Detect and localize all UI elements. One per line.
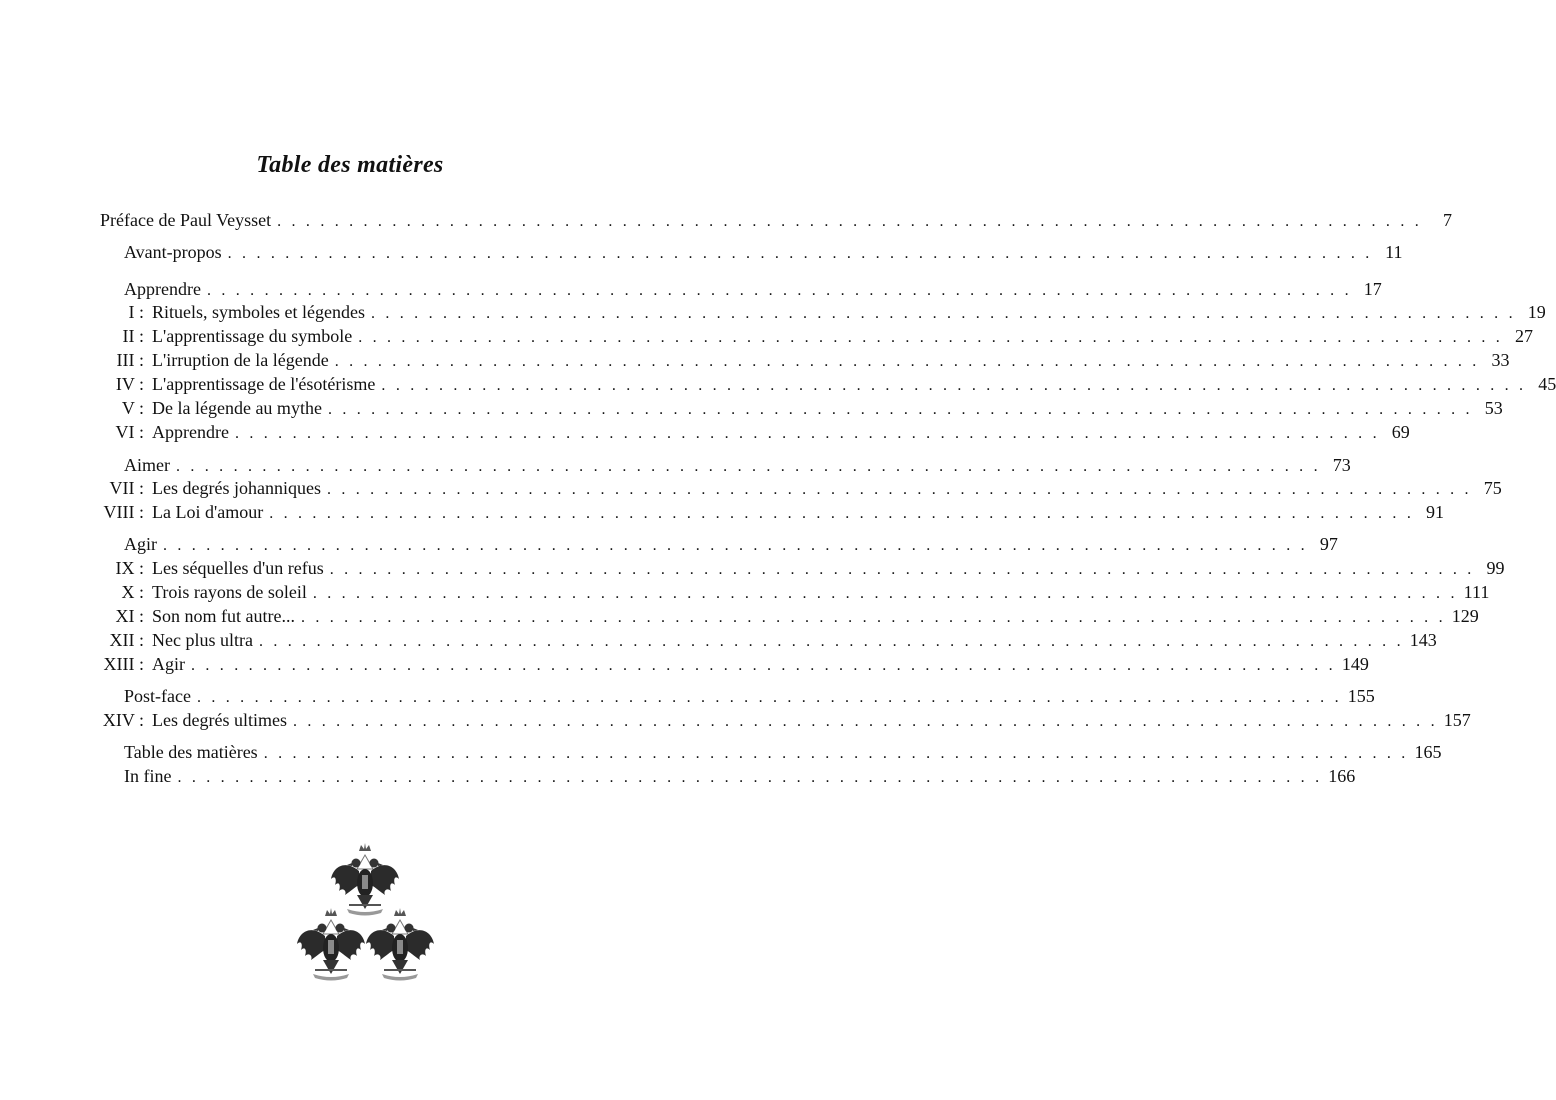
dot-leader: . . . . . . . . . . . . . . . . . . . . . . . . . . . . . . . . . . . . . . . . . . . . . . . . . . . . . . . . . . . . . . . . . . . . . . . . . . . . . . . .	[370, 305, 1516, 322]
toc-entry-number: XI :	[115, 606, 144, 626]
toc-entry-number: IX :	[115, 558, 144, 578]
toc-entry-page: 97	[1319, 534, 1338, 554]
toc-entry	[90, 628, 1437, 652]
toc-entry-title: Les degrés johanniques	[152, 478, 321, 498]
toc-entry	[90, 500, 1445, 524]
dot-leader: . . . . . . . . . . . . . . . . . . . . . . . . . . . . . . . . . . . . . . . . . . . . . . . . . . . . . . . . . . . . . . . . . . . . . . . . . . . . . . . .	[327, 401, 1473, 418]
dot-leader: . . . . . . . . . . . . . . . . . . . . . . . . . . . . . . . . . . . . . . . . . . . . . . . . . . . . . . . . . . . . . . . . . . . . . . . . . . . . . . . .	[227, 245, 1373, 262]
toc-entry-page: 69	[1391, 422, 1410, 442]
toc-entry-page: 111	[1463, 582, 1490, 602]
toc-entry-page: 75	[1483, 478, 1502, 498]
toc-entry	[90, 556, 1505, 580]
toc-entry-title: Trois rayons de soleil	[152, 582, 307, 602]
toc-entry-page: 53	[1484, 398, 1503, 418]
toc-entry	[124, 684, 1375, 708]
toc-entry	[90, 372, 1556, 396]
toc-entry-title: Les séquelles d'un refus	[152, 558, 324, 578]
toc-entry-page: 7	[1442, 210, 1452, 230]
dot-leader: . . . . . . . . . . . . . . . . . . . . . . . . . . . . . . . . . . . . . . . . . . . . . . . . . . . . . . . . . . . . . . . . . . . . . . . . . . . . . . . .	[277, 213, 1422, 230]
toc-entry	[90, 348, 1510, 372]
toc-entry-page: 73	[1332, 455, 1351, 475]
toc-entry-page: 155	[1347, 686, 1375, 706]
toc-entry	[124, 453, 1351, 477]
toc-entry	[124, 764, 1356, 788]
toc-entry-title: In fine	[124, 766, 172, 786]
toc-entry-number: VII :	[109, 478, 144, 498]
toc-entry-number: V :	[121, 398, 144, 418]
toc-entry	[90, 652, 1369, 676]
dot-leader: . . . . . . . . . . . . . . . . . . . . . . . . . . . . . . . . . . . . . . . . . . . . . . . . . . . . . . . . . . . . . . . . . . . . . . . . . . . . . . . .	[196, 689, 1342, 706]
eagle-top-icon	[331, 843, 399, 916]
toc-entry-title: Avant-propos	[124, 242, 222, 262]
dot-leader: . . . . . . . . . . . . . . . . . . . . . . . . . . . . . . . . . . . . . . . . . . . . . . . . . . . . . . . . . . . . . . . . . . . . . . . . . . . . . . . .	[191, 657, 1336, 674]
toc-entry-title: L'irruption de la légende	[152, 350, 329, 370]
toc-entry-page: 27	[1515, 326, 1534, 346]
dot-leader: . . . . . . . . . . . . . . . . . . . . . . . . . . . . . . . . . . . . . . . . . . . . . . . . . . . . . . . . . . . . . . . . . . . . . . . . . . . . . . . .	[358, 329, 1504, 346]
toc-entry-page: 11	[1385, 242, 1403, 262]
toc-entry-number: IV :	[115, 374, 144, 394]
toc-entry	[90, 324, 1534, 348]
toc-entry	[90, 580, 1490, 604]
toc-entry-page: 149	[1341, 654, 1369, 674]
toc-entry-number: X :	[121, 582, 144, 602]
dot-leader: . . . . . . . . . . . . . . . . . . . . . . . . . . . . . . . . . . . . . . . . . . . . . . . . . . . . . . . . . . . . . . . . . . . . . . . . . . . . . . . .	[258, 633, 1404, 650]
dot-leader: . . . . . . . . . . . . . . . . . . . . . . . . . . . . . . . . . . . . . . . . . . . . . . . . . . . . . . . . . . . . . . . . . . . . . . . . . . . . . . . .	[381, 377, 1527, 394]
toc-entry-title: L'apprentissage de l'ésotérisme	[152, 374, 376, 394]
toc-entry-number: XIII :	[103, 654, 144, 674]
toc-entry-title: La Loi d'amour	[152, 502, 264, 522]
toc-entry-number: XIV :	[102, 710, 144, 730]
dot-leader: . . . . . . . . . . . . . . . . . . . . . . . . . . . . . . . . . . . . . . . . . . . . . . . . . . . . . . . . . . . . . . . . . . . . . . . . . . . . . . . .	[300, 609, 1446, 626]
toc-entry-title: Post-face	[124, 686, 191, 706]
toc-entry-title: L'apprentissage du symbole	[152, 326, 353, 346]
toc-entry-number: III :	[116, 350, 144, 370]
toc-entry-title: Rituels, symboles et légendes	[152, 302, 365, 322]
page-title: Table des matières	[256, 152, 444, 178]
toc-entry-title: Les degrés ultimes	[152, 710, 287, 730]
dot-leader: . . . . . . . . . . . . . . . . . . . . . . . . . . . . . . . . . . . . . . . . . . . . . . . . . . . . . . . . . . . . . . . . . . . . . . . . . . . . . . . .	[329, 561, 1475, 578]
toc-entry-number: II :	[122, 326, 144, 346]
toc-entry-page: 165	[1414, 742, 1442, 762]
toc-entry-page: 129	[1451, 606, 1479, 626]
eagle-right-icon	[366, 908, 434, 981]
toc-entry-title: Son nom fut autre...	[152, 606, 295, 626]
toc-entry-number: XII :	[109, 630, 144, 650]
toc-entry	[90, 300, 1546, 324]
toc-entry-title: De la légende au mythe	[152, 398, 322, 418]
toc-entry-title: Apprendre	[152, 422, 229, 442]
eagle-left-icon	[297, 908, 365, 981]
dot-leader: . . . . . . . . . . . . . . . . . . . . . . . . . . . . . . . . . . . . . . . . . . . . . . . . . . . . . . . . . . . . . . . . . . . . . . . . . . . . . . . .	[175, 458, 1321, 475]
toc-entry-page: 166	[1328, 766, 1356, 786]
dot-leader: . . . . . . . . . . . . . . . . . . . . . . . . . . . . . . . . . . . . . . . . . . . . . . . . . . . . . . . . . . . . . . . . . . . . . . . . . . . . . . . .	[269, 505, 1415, 522]
toc-entry	[90, 708, 1471, 732]
dot-leader: . . . . . . . . . . . . . . . . . . . . . . . . . . . . . . . . . . . . . . . . . . . . . . . . . . . . . . . . . . . . . . . . . . . . . . . . . . . . . . . .	[312, 585, 1458, 602]
toc-entry	[100, 208, 1452, 232]
toc-entry	[124, 740, 1442, 764]
toc-entry-title: Apprendre	[124, 279, 201, 299]
toc-entry-page: 19	[1527, 302, 1546, 322]
dot-leader: . . . . . . . . . . . . . . . . . . . . . . . . . . . . . . . . . . . . . . . . . . . . . . . . . . . . . . . . . . . . . . . . . . . . . . . . . . . . . . . .	[292, 713, 1438, 730]
toc-entry	[90, 420, 1410, 444]
toc-entry	[90, 396, 1503, 420]
toc-entry-page: 45	[1538, 374, 1556, 394]
toc-entry	[124, 240, 1403, 264]
toc-entry-page: 91	[1426, 502, 1445, 522]
dot-leader: . . . . . . . . . . . . . . . . . . . . . . . . . . . . . . . . . . . . . . . . . . . . . . . . . . . . . . . . . . . . . . . . . . . . . . . . . . . . . . . .	[326, 481, 1472, 498]
toc-entry-page: 99	[1486, 558, 1505, 578]
dot-leader: . . . . . . . . . . . . . . . . . . . . . . . . . . . . . . . . . . . . . . . . . . . . . . . . . . . . . . . . . . . . . . . . . . . . . . . . . . . . . . . .	[234, 425, 1380, 442]
toc-entry-title: Aimer	[124, 455, 170, 475]
toc-entry-number: VIII :	[103, 502, 144, 522]
dot-leader: . . . . . . . . . . . . . . . . . . . . . . . . . . . . . . . . . . . . . . . . . . . . . . . . . . . . . . . . . . . . . . . . . . . . . . . . . . . . . . . .	[334, 353, 1480, 370]
toc-entry-title: Agir	[152, 654, 185, 674]
dot-leader: . . . . . . . . . . . . . . . . . . . . . . . . . . . . . . . . . . . . . . . . . . . . . . . . . . . . . . . . . . . . . . . . . . . . . . . . . . . . . . . .	[263, 745, 1409, 762]
toc-entry	[90, 604, 1479, 628]
toc-entry-title: Agir	[124, 534, 157, 554]
toc-entry-number: I :	[128, 302, 144, 322]
toc-entry-title: Table des matières	[124, 742, 258, 762]
toc-entry-page: 143	[1409, 630, 1437, 650]
toc-entry-page: 17	[1363, 279, 1382, 299]
toc-entry-number: VI :	[115, 422, 144, 442]
dot-leader: . . . . . . . . . . . . . . . . . . . . . . . . . . . . . . . . . . . . . . . . . . . . . . . . . . . . . . . . . . . . . . . . . . . . . . . . . . . . . . . .	[177, 769, 1323, 786]
toc-entry	[90, 476, 1502, 500]
toc-entry-page: 33	[1491, 350, 1510, 370]
toc-entry	[124, 532, 1338, 556]
toc-entry	[124, 277, 1382, 301]
dot-leader: . . . . . . . . . . . . . . . . . . . . . . . . . . . . . . . . . . . . . . . . . . . . . . . . . . . . . . . . . . . . . . . . . . . . . . . . . . . . . . . .	[206, 282, 1352, 299]
dot-leader: . . . . . . . . . . . . . . . . . . . . . . . . . . . . . . . . . . . . . . . . . . . . . . . . . . . . . . . . . . . . . . . . . . . . . . . . . . . . . . . .	[163, 537, 1308, 554]
toc-entry-title: Préface de Paul Veysset	[100, 210, 272, 230]
toc-entry-title: Nec plus ultra	[152, 630, 253, 650]
toc-entry-page: 157	[1443, 710, 1471, 730]
